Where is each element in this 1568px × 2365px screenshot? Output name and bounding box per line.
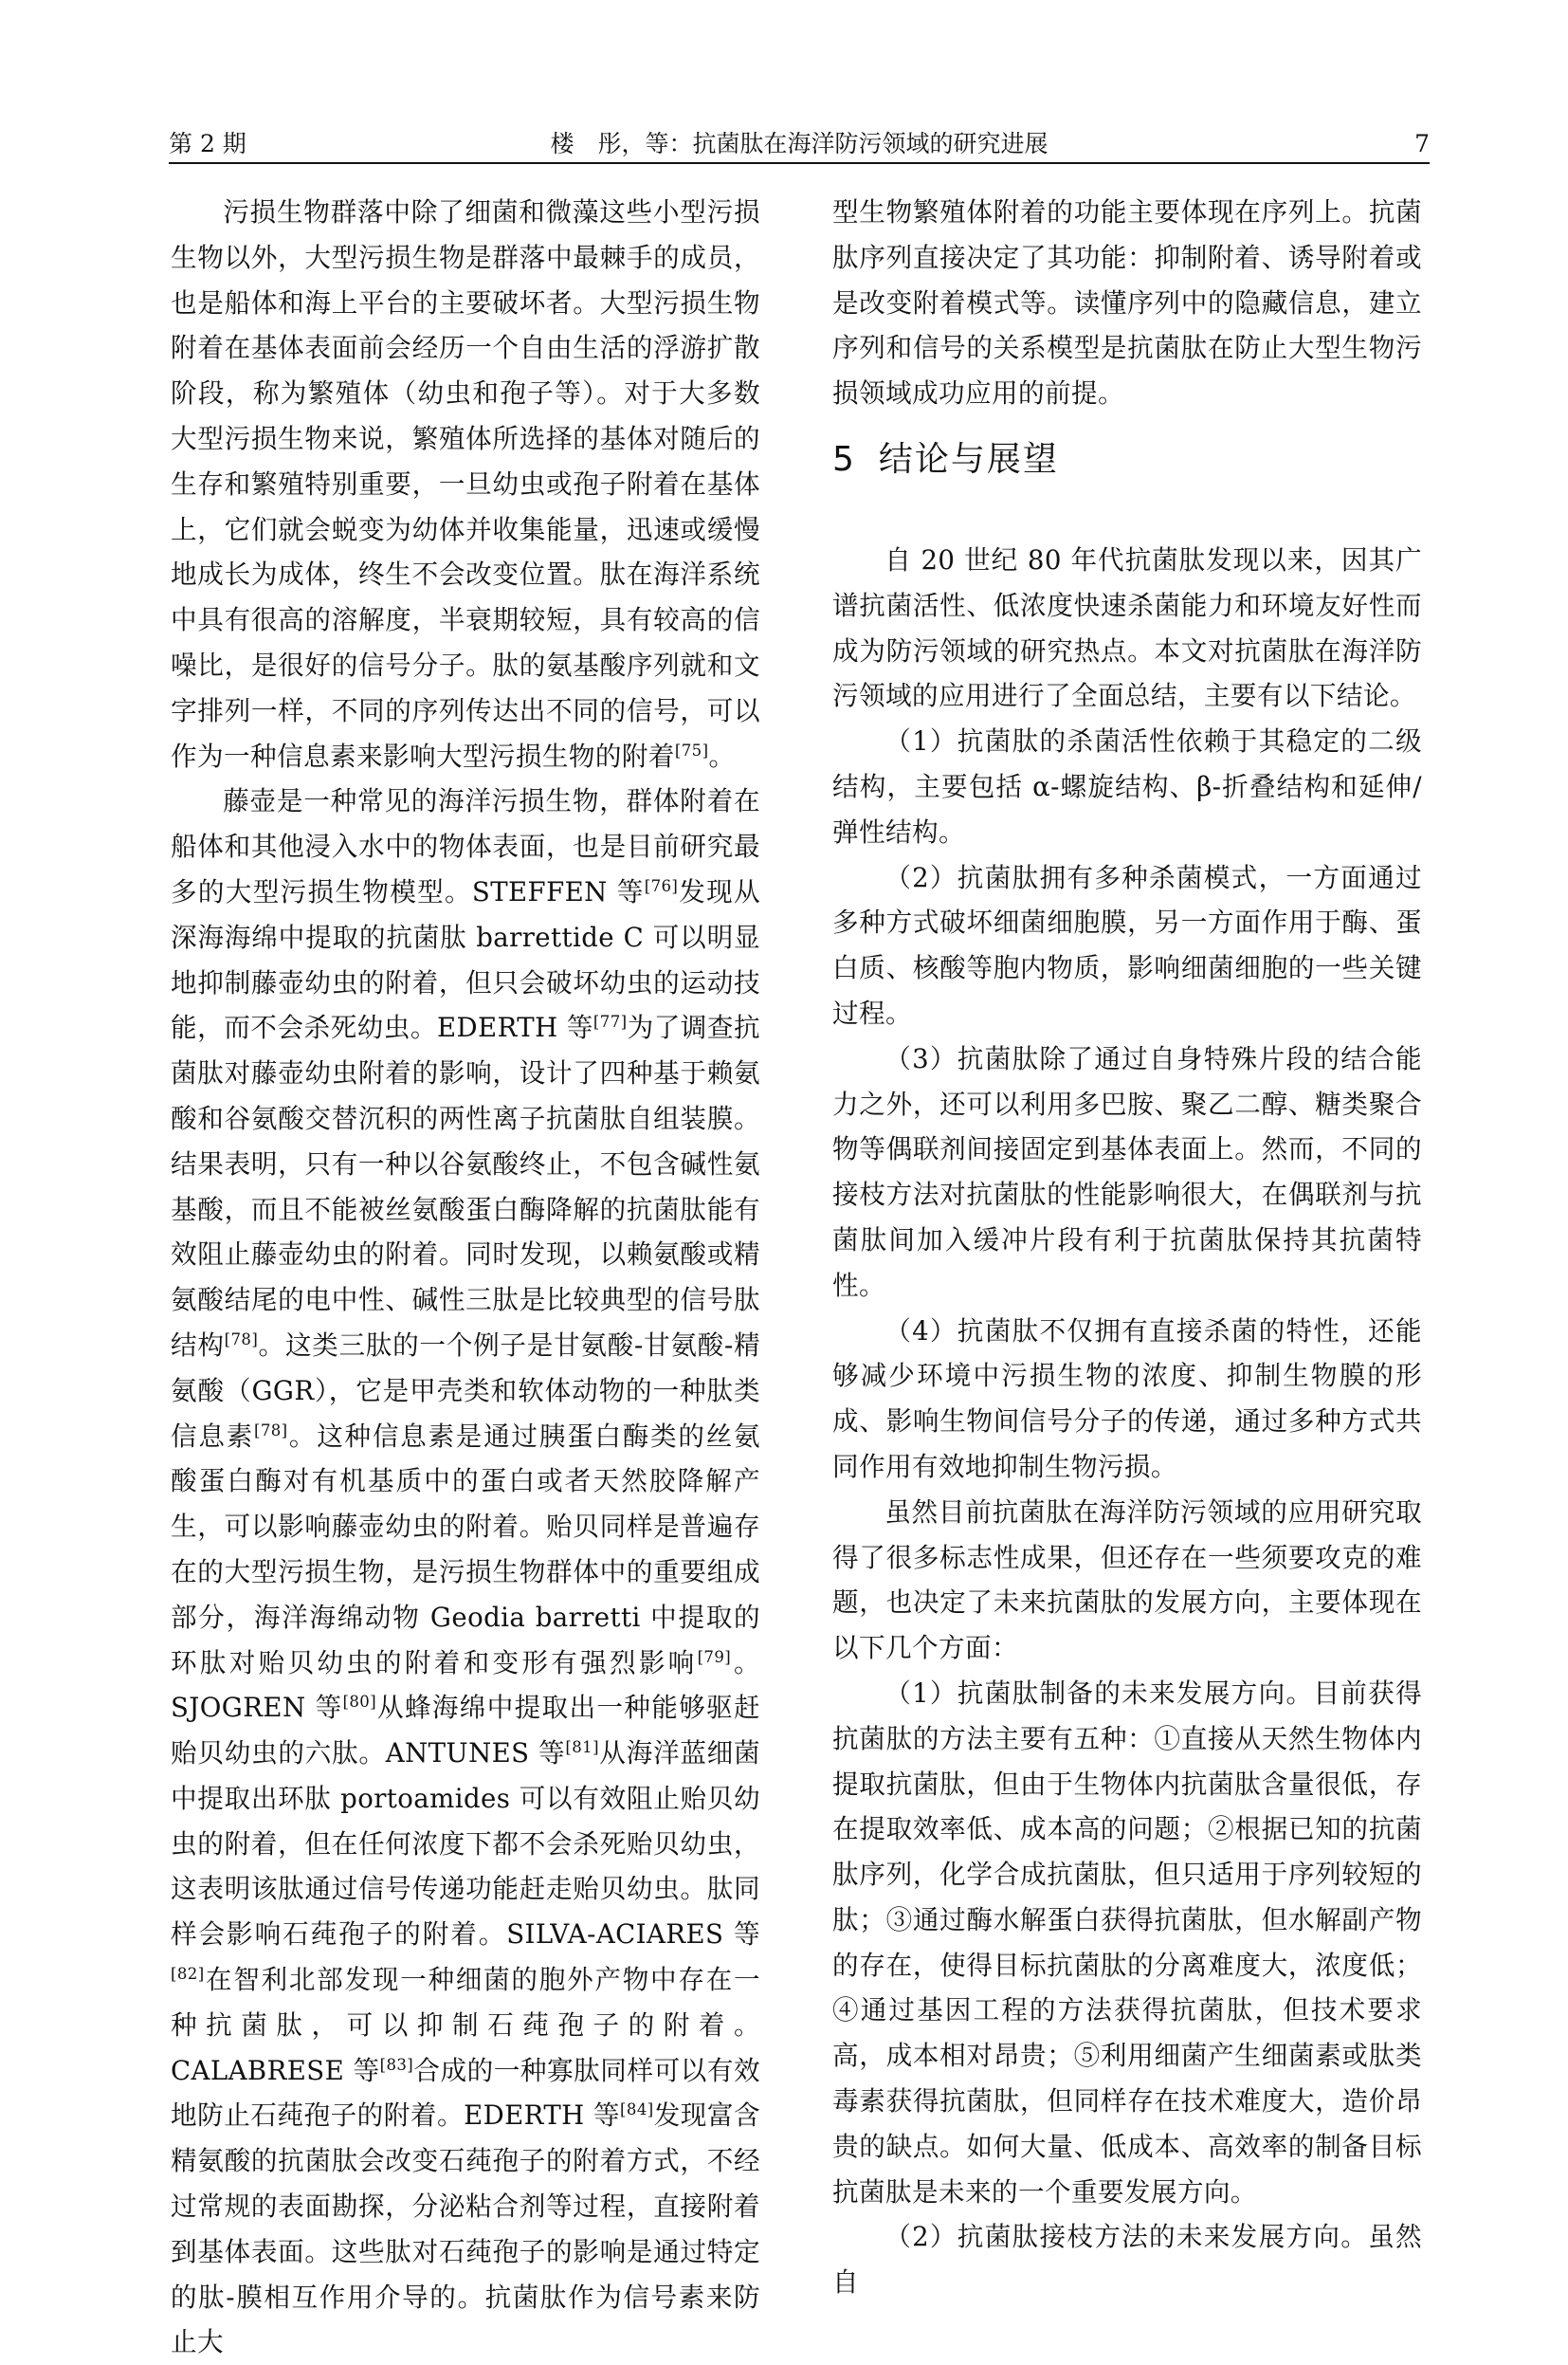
citation: [77]	[593, 1013, 628, 1032]
text: 。	[708, 740, 736, 772]
citation: [76]	[644, 876, 679, 895]
issue-number: 第 2 期	[169, 130, 246, 157]
citation: [81]	[565, 1737, 599, 1756]
citation: [82]	[171, 1964, 205, 1983]
citation: [80]	[342, 1693, 377, 1712]
paragraph	[171, 190, 760, 779]
citation: [78]	[224, 1329, 259, 1348]
citation: [84]	[620, 2100, 654, 2119]
text: 。这类三肽的一个例子是甘氨酸-甘氨酸-精氨酸（GGR），它是甲壳类和软体动物的一种肽类信息素	[171, 1329, 760, 1452]
header-rule	[169, 162, 1430, 164]
left-column	[171, 190, 760, 2365]
text: 。这种信息素是通过胰蛋白酶类的丝氨酸蛋白酶对有机基质中的蛋白或者天然胶降解产生，可以影响藤壶幼虫的附着。贻贝同样是普遍存在的大型污损生物，是污损生物群体中的重要组成部分，海洋海绵动物 Geodia barretti 中提取的环肽对贻贝幼虫的附着和变形有强烈影响	[171, 1420, 760, 1678]
paragraph: 自 20 世纪 80 年代抗菌肽发现以来，因其广谱抗菌活性、低浓度快速杀菌能力和环境友好性而成为防污领域的研究热点。本文对抗菌肽在海洋防污领域的应用进行了全面总结，主要有以下结论。	[832, 543, 1422, 712]
page-number: 7	[1414, 130, 1430, 157]
text: 污损生物群落中除了细菌和微藻这些小型污损生物以外，大型污损生物是群落中最棘手的成员，也是船体和海上平台的主要破坏者。大型污损生物附着在基体表面前会经历一个自由生活的浮游扩散阶段，称为繁殖体（幼虫和孢子等）。对于大多数大型污损生物来说，繁殖体所选择的基体对随后的生存和繁殖特别重要，一旦幼虫或孢子附着在基体上，它们就会蜕变为幼体并收集能量，迅速或缓慢地成长为成体，终生不会改变位置。肽在海洋系统中具有很高的溶解度，半衰期较短，具有较高的信噪比，是很好的信号分子。肽的氨基酸序列就和文字排列一样，不同的序列传达出不同的信号，可以作为一种信息素来影响大型污损生物的附着	[171, 196, 760, 772]
section-number: 5	[832, 439, 856, 479]
citation: [75]	[674, 741, 709, 760]
conclusion-item: （2）抗菌肽拥有多种杀菌模式，一方面通过多种方式破坏细菌细胞膜，另一方面作用于酶、蛋白质、核酸等胞内物质，影响细菌细胞的一些关键过程。	[832, 861, 1422, 1029]
paragraph	[171, 779, 760, 2365]
text: 为了调查抗菌肽对藤壶幼虫附着的影响，设计了四种基于赖氨酸和谷氨酸交替沉积的两性离子抗菌肽自组装膜。结果表明，只有一种以谷氨酸终止，不包含碱性氨基酸，而且不能被丝氨酸蛋白酶降解的抗菌肽能有效阻止藤壶幼虫的附着。同时发现，以赖氨酸或精氨酸结尾的电中性、碱性三肽是比较典型的信号肽结构	[171, 1012, 760, 1361]
paragraph: 型生物繁殖体附着的功能主要体现在序列上。抗菌肽序列直接决定了其功能：抑制附着、诱导附着或是改变附着模式等。读懂序列中的隐藏信息，建立序列和信号的关系模型是抗菌肽在防止大型生物污损领域成功应用的前提。	[832, 196, 1422, 410]
running-title: 楼 彤，等：抗菌肽在海洋防污领域的研究进展	[550, 130, 1048, 157]
text: 合成的一种寡肽同样可以有效地防止石莼孢子的附着。EDERTH 等	[171, 2054, 760, 2132]
text: 。SJOGREN 等	[171, 1646, 761, 1724]
text: 在智利北部发现一种细菌的胞外产物中存在一种抗菌肽，可以抑制石莼孢子的附着。CALABRESE 等	[171, 1964, 760, 2086]
conclusion-item: （4）抗菌肽不仅拥有直接杀菌的特性，还能够减少环境中污损生物的浓度、抑制生物膜的形成、影响生物间信号分子的传递，通过多种方式共同作用有效地抑制生物污损。	[832, 1314, 1422, 1482]
text: 从海洋蓝细菌中提取出环肽 portoamides 可以有效阻止贻贝幼虫的附着，但在任何浓度下都不会杀死贻贝幼虫，这表明该肽通过信号传递功能赶走贻贝幼虫。肽同样会影响石莼孢子的附着。SILVA-ACIARES 等	[171, 1737, 761, 1951]
citation: [83]	[379, 2055, 414, 2074]
text: 藤壶是一种常见的海洋污损生物，群体附着在船体和其他浸入水中的物体表面，也是目前研究最多的大型污损生物模型。STEFFEN 等	[171, 785, 760, 908]
right-column	[832, 190, 1422, 2305]
paragraph: 虽然目前抗菌肽在海洋防污领域的应用研究取得了很多标志性成果，但还存在一些须要攻克的难题，也决定了未来抗菌肽的发展方向，主要体现在以下几个方面：	[832, 1495, 1422, 1664]
text: 从蜂海绵中提取出一种能够驱赶贻贝幼虫的六肽。ANTUNES 等	[171, 1692, 760, 1769]
citation: [78]	[253, 1421, 288, 1439]
future-item: （2）抗菌肽接枝方法的未来发展方向。虽然自	[832, 2221, 1422, 2299]
text: 发现富含精氨酸的抗菌肽会改变石莼孢子的附着方式，不经过常规的表面勘探，分泌粘合剂等过程，直接附着到基体表面。这些肽对石莼孢子的影响是通过特定的肽-膜相互作用介导的。抗菌肽作为信号素来防止大	[171, 2099, 761, 2358]
conclusion-item: （1）抗菌肽的杀菌活性依赖于其稳定的二级结构，主要包括 α-螺旋结构、β-折叠结构和延伸/弹性结构。	[832, 725, 1422, 848]
section-heading	[832, 437, 1422, 483]
section-title: 结论与展望	[878, 439, 1059, 479]
text: 发现从深海海绵中提取的抗菌肽 barrettide C 可以明显地抑制藤壶幼虫的附着，但只会破坏幼虫的运动技能，而不会杀死幼虫。EDERTH 等	[171, 875, 760, 1044]
running-header	[169, 126, 1430, 162]
conclusion-item: （3）抗菌肽除了通过自身特殊片段的结合能力之外，还可以利用多巴胺、聚乙二醇、糖类聚合物等偶联剂间接固定到基体表面上。然而，不同的接枝方法对抗菌肽的性能影响很大，在偶联剂与抗菌肽间加入缓冲片段有利于抗菌肽保持其抗菌特性。	[832, 1042, 1422, 1301]
future-item: （1）抗菌肽制备的未来发展方向。目前获得抗菌肽的方法主要有五种：①直接从天然生物体内提取抗菌肽，但由于生物体内抗菌肽含量很低，存在提取效率低、成本高的问题；②根据已知的抗菌肽序列，化学合成抗菌肽，但只适用于序列较短的肽；③通过酶水解蛋白获得抗菌肽，但水解副产物的存在，使得目标抗菌肽的分离难度大，浓度低；④通过基因工程的方法获得抗菌肽，但技术要求高，成本相对昂贵；⑤利用细菌产生细菌素或肽类毒素获得抗菌肽，但同样存在技术难度大，造价昂贵的缺点。如何大量、低成本、高效率的制备目标抗菌肽是未来的一个重要发展方向。	[832, 1677, 1422, 2208]
citation: [79]	[697, 1647, 732, 1666]
